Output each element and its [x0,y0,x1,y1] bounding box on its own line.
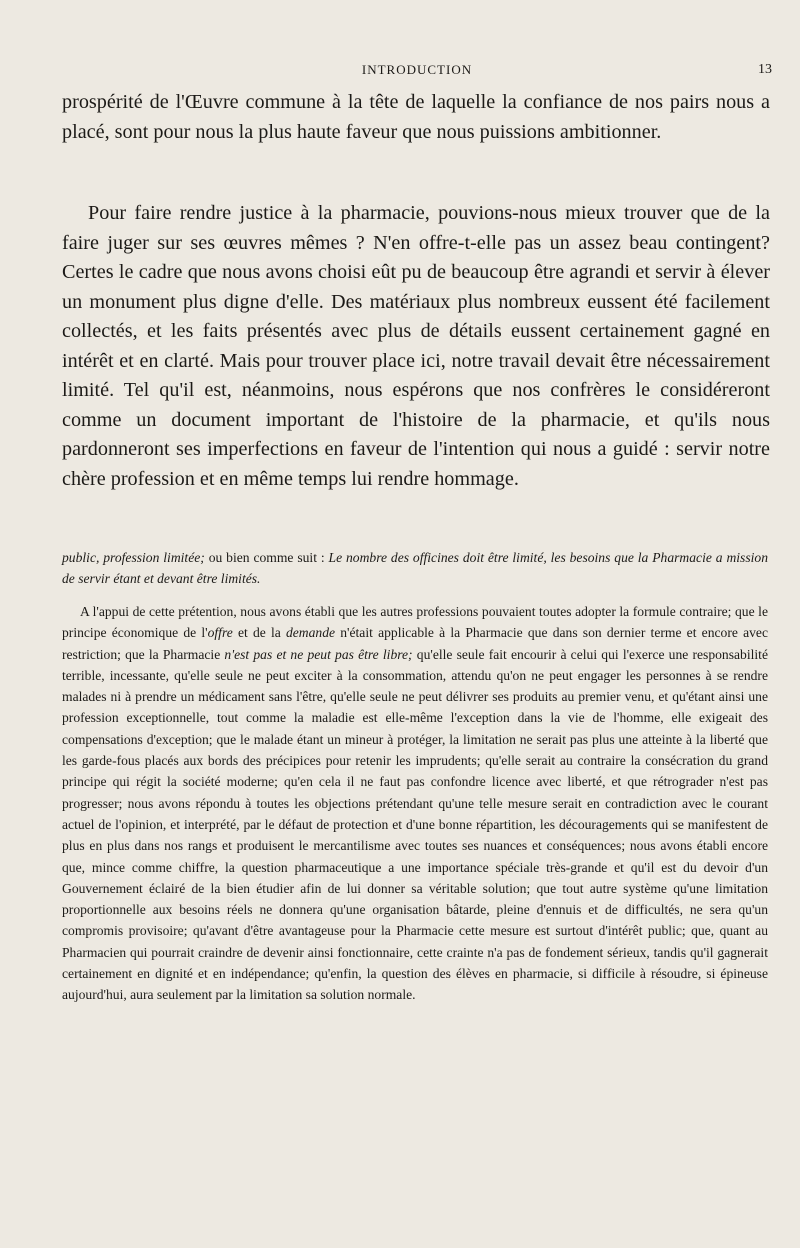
argument-text [62,601,768,1006]
body-paragraph-2 [62,199,770,494]
quoted-formula-text [62,547,768,590]
text-run: et de la [232,625,286,641]
text-run: n'était applicable à la Pharmacie que dans son dernier terme et encore avec restriction; que la Pharmacie [62,625,768,662]
italic-word: demande [285,625,336,641]
quoted-formula [62,547,768,590]
page-header [62,62,772,82]
argument-paragraph [62,601,768,1006]
paragraph-text: Pour faire rendre justice à la pharmacie, pouvions-nous mieux trouver que de la faire juger sur ses œuvres mêmes ? N'en offre-t-elle pas un assez beau contingent? Certes le cadre que nous avons choisi eût pu de beaucoup être agrandi et servir à élever un monument plus digne d'elle. Des matériaux plus nombreux eussent été facilement collectés, et les faits présentés avec plus de détails eussent certainement gagné en intérêt et en clarté. Mais pour trouver place ici, notre travail devait être nécessairement limité. Tel qu'il est, néanmoins, nous espérons que nos confrères le considéreront comme un document important de l'histoire de la pharmacie, et qu'ils nous pardonneront ses imperfections en faveur de l'intention qui nous a guidé : servir notre chère profession et en même temps lui rendre hommage. [62,202,770,490]
italic-phrase: Le nombre des officines doit être limité, les besoins que la Pharmacie a mission de servir étant et devant être limités. [62,550,768,587]
text-run: qu'elle seule fait encourir à celui qui l'exerce une responsabilité terrible, incessante, qu'elle seule ne peut exciter à la consommation, attendu qu'on ne peut engager les personnes à se rendre malades ni à prendre un médicament sans l'être, qu'elle seule ne peut délivrer ses produits au premier venu, et qu'étant ainsi une profession exceptionnelle, tout comme la maladie est elle-même l'exception dans la vie de l'homme, elle exigeait des compensations d'exception; que le malade étant un mineur à protéger, la limitation ne serait pas plus une atteinte à la liberté que les garde-fous placés aux bords des précipices pour retenir les imprudents; qu'elle serait au contraire la consécration du grand principe qui régit la société moderne; qu'en cela il ne faut pas confondre licence avec liberté, et que rétrograder n'est pas progresser; nous avons répondu à toutes les objections prétendant qu'une telle mesure serait en contradiction avec le courant actuel de l'opinion, et interprété, par le défaut de protection et d'une bonne répartition, les découragements qui se manifestent de plus en plus dans nos rangs et produisent le mercantilisme avec toutes ses nuances et conséquences; nous avons établi encore que, mince comme chiffre, la question pharmaceutique a une importance spéciale très-grande et qu'il est du devoir d'un Gouvernement éclairé de la bien étudier afin de lui donner sa véritable solution; que tout autre système qu'une limitation proportionnelle aux besoins réels ne donnera qu'une organisation bâtarde, pleine d'ennuis et de difficultés, ne sera qu'un compromis provisoire; qu'avant d'être avantageuse pour la Pharmacie cette mesure est surtout d'intérêt public; que, quant au Pharmacien qui pourrait craindre de devenir ainsi fonctionnaire, cette crainte n'a pas de fondement sérieux, tandis qu'il gagnerait certainement en dignité et en indépendance; qu'enfin, la question des élèves en pharmacie, si difficile à résoudre, si épineuse aujourd'hui, aura seulement par la limitation sa solution normale. [62,646,768,1003]
italic-word: offre [207,625,233,641]
italic-phrase: n'est pas et ne peut pas être libre; [224,646,413,662]
italic-phrase: public, profession limitée; [62,550,205,565]
text-run: A l'appui de cette prétention, nous avons établi que les autres professions pouvaient toutes adopter la formule contraire; que le principe économique de l' [62,604,768,641]
running-title: INTRODUCTION [361,62,473,77]
body-paragraph-1 [62,88,770,147]
paragraph-text: prospérité de l'Œuvre commune à la tête de laquelle la confiance de nos pairs nous a placé, sont pour nous la plus haute faveur que nous puissions ambitionner. [62,91,770,143]
roman-phrase: ou bien comme suit : [204,550,329,565]
page-number: 13 [758,62,772,77]
